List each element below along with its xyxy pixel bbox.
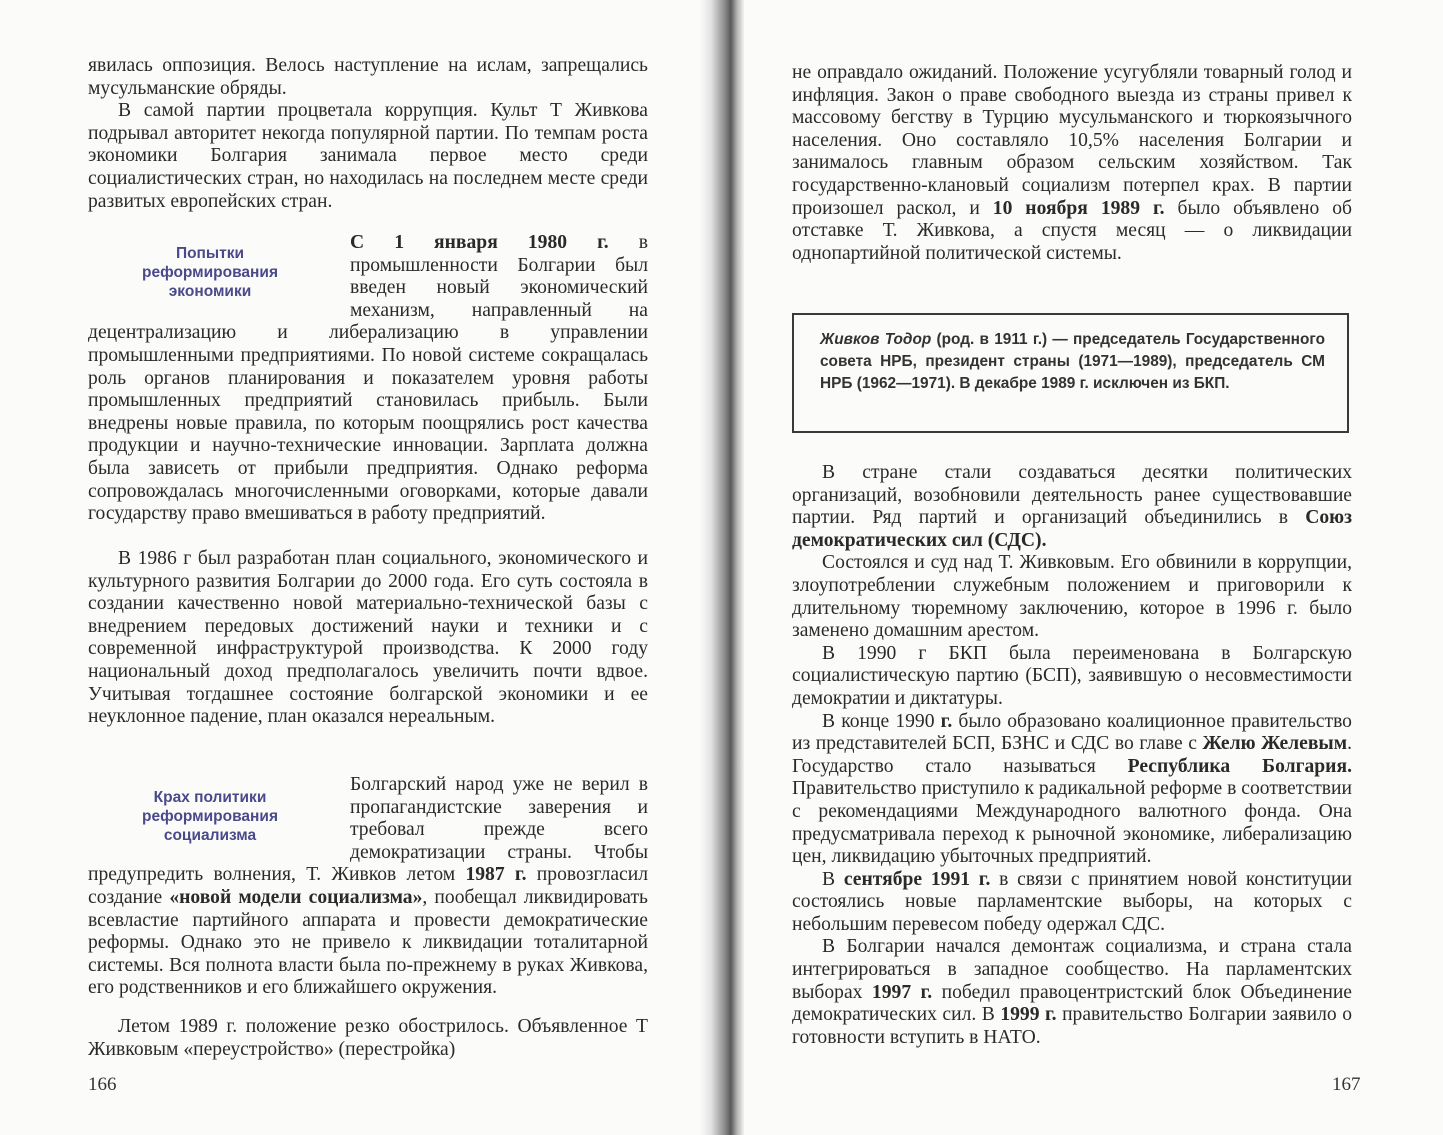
page-number-left: 166: [88, 1074, 117, 1095]
top-date: 10 ноября 1989 г.: [992, 197, 1165, 219]
reform-text: в промышленности Болгарии был введен новый экономический механизм, направленный на децентрализацию и либерализацию в управлении промышленными предприятиями. По новой системе сокращалась роль органов планирования и показателем уровня работы промышленных предприятий становилась прибыль. Были внедрены новые правила, по которым поощрялись рост качества продукции и научно-технические инновации. Зарплата должна была зависеть от прибыли предприятия. Однако реформа сопровождалась многочисленными оговорками, которые давали государству право вмешиваться в работу предприятий.: [88, 232, 648, 525]
sidehead-reform: Попытки реформирования экономики: [142, 245, 278, 300]
reform-date: С 1 января 1980 г.: [350, 232, 609, 253]
paragraph-intro: явилась оппозиция. Велось наступление на ислам, запрещались мусульманские обряды.: [88, 55, 648, 99]
paragraph-nato: [792, 936, 1352, 1049]
gov-g: г.: [940, 710, 953, 732]
paragraph-1991: [792, 869, 1352, 937]
text-1991-a: В: [822, 868, 844, 890]
gov-text-a: В конце 1990: [822, 710, 941, 732]
nato-text-a: В Болгарии начался демонтаж социализма, и страна стала интегрироваться в западное сообщество. На парламентских выборах: [792, 936, 1352, 1003]
paragraph-trial: Состоялся и суд над Т. Живковым. Его обвинили в коррупции, злоупотреблении служебным положением и приговорили к длительному тюремному заключению, которое в 1996 г. было заменено домашним арестом.: [792, 552, 1352, 642]
collapse-text-c: , пообещал ликвидировать всевластие партийного аппарата и провести демократические реформы. Однако это не привело к ликвидации тоталитарной системы. Вся полнота власти была по-прежнему в руках Живкова, его родственников и его ближайшего окружения.: [88, 886, 648, 999]
collapse-year: 1987 г.: [465, 864, 527, 886]
nato-1997: 1997 г.: [871, 981, 933, 1003]
biography-name: Живков Тодор: [820, 331, 932, 348]
right-text-bottom: [792, 462, 1352, 1049]
biography-box: [792, 313, 1349, 433]
gov-republic: Республика Болгария.: [1127, 755, 1352, 777]
nato-1999: 1999 г.: [1000, 1004, 1057, 1026]
gov-name: Желю Желевым: [1202, 733, 1348, 755]
top-text-a: не оправдало ожиданий. Положение усугубляли товарный голод и инфляция. Закон о праве свободного выезда из страны привел к массовому бегству в Турцию мусульманского и тюркоязычного населения. Оно составляло 10,5% населения Болгарии и занималось главным образом сельским хозяйством. Так государственно-клановый социализм потерпел крах. В партии произошел раскол, и: [792, 62, 1352, 219]
sidehead-collapse: Крах политики реформирования социализма: [142, 789, 278, 844]
nato-text-b: победил правоцентристский блок Объединение демократических сил. В: [792, 981, 1352, 1026]
paragraph-plan: В 1986 г был разработан план социального, экономического и культурного развития Болгарии до 2000 года. Его суть состояла в создании качественно новой материально-технической базы с внедрением передовых достижений науки и техники и с современной инфраструктурой производства. К 2000 году национальный доход предполагалось увеличить почти вдвое. Учитывая тогдашнее состояние болгарской экономики и ее неуклонное падение, план оказался нереальным.: [88, 548, 648, 728]
paragraph-1989: Летом 1989 г. положение резко обострилось. Объявленное Т Живковым «переустройство» (перестройка): [88, 1016, 648, 1060]
gov-text-c: . Государство стало называться: [792, 733, 1352, 777]
gov-text-d: Правительство приступило к радикальной реформе в соответствии с рекомендациями Международного валютного фонда. Она предусматривала переход к рыночной экономике, либерализацию цен, ликвидацию убыточных предприятий.: [792, 778, 1352, 868]
top-text-b: было объявлено об отставке Т. Живкова, а спустя месяц — о ликвидации однопартийной политической системы.: [792, 197, 1352, 264]
date-1991: сентябре 1991 г.: [843, 868, 991, 890]
right-page: [722, 0, 1443, 1135]
text-1991-b: в связи с принятием новой конституции состоялись новые парламентские выборы, на которых с небольшим перевесом победу одержал СДС.: [792, 868, 1352, 935]
paragraph-reform: [88, 232, 648, 526]
paragraph-top: [792, 62, 1352, 265]
orgs-sds: Союз демократических сил (СДС).: [792, 507, 1352, 551]
paragraph-corruption: В самой партии процветала коррупция. Культ Т Живкова подрывал авторитет некогда популярной партии. По темпам роста экономики Болгария занимала первое место среди социалистических стран, но находилась на последнем месте среди развитых европейских стран.: [88, 100, 648, 212]
page-number-right: 167: [1332, 1074, 1361, 1095]
nato-text-c: правительство Болгарии заявило о готовности вступить в НАТО.: [792, 1004, 1353, 1048]
paragraph-government: [792, 711, 1352, 869]
paragraph-orgs: [792, 462, 1352, 552]
biography-text: (род. в 1911 г.) — председатель Государственного совета НРБ, президент страны (1971—1989), председатель СМ НРБ (1962—1971). В декабре 1989 г. исключен из БКП.: [820, 331, 1325, 392]
left-text-top: [88, 55, 648, 213]
orgs-text: В стране стали создаваться десятки политических организаций, возобновили деятельность ранее существовавшие партии. Ряд партий и организаций объединились в: [792, 462, 1352, 529]
collapse-text-a: Болгарский народ уже не верил в пропагандистские заверения и требовал прежде всего демократизации страны. Чтобы предупредить волнения, Т. Живков летом: [88, 774, 648, 886]
collapse-text-b: провозгласил создание: [88, 864, 649, 908]
paragraph-collapse: [88, 774, 648, 1000]
collapse-model: «новой модели социализма»: [169, 886, 423, 908]
paragraph-bsp: В 1990 г БКП была переименована в Болгарскую социалистическую партию (БСП), заявившую о несовместимости демократии и диктатуры.: [792, 642, 1352, 709]
gov-text-b: было образовано коалиционное правительство из представителей БСП, БЗНС и СДС во главе с: [792, 710, 1352, 755]
